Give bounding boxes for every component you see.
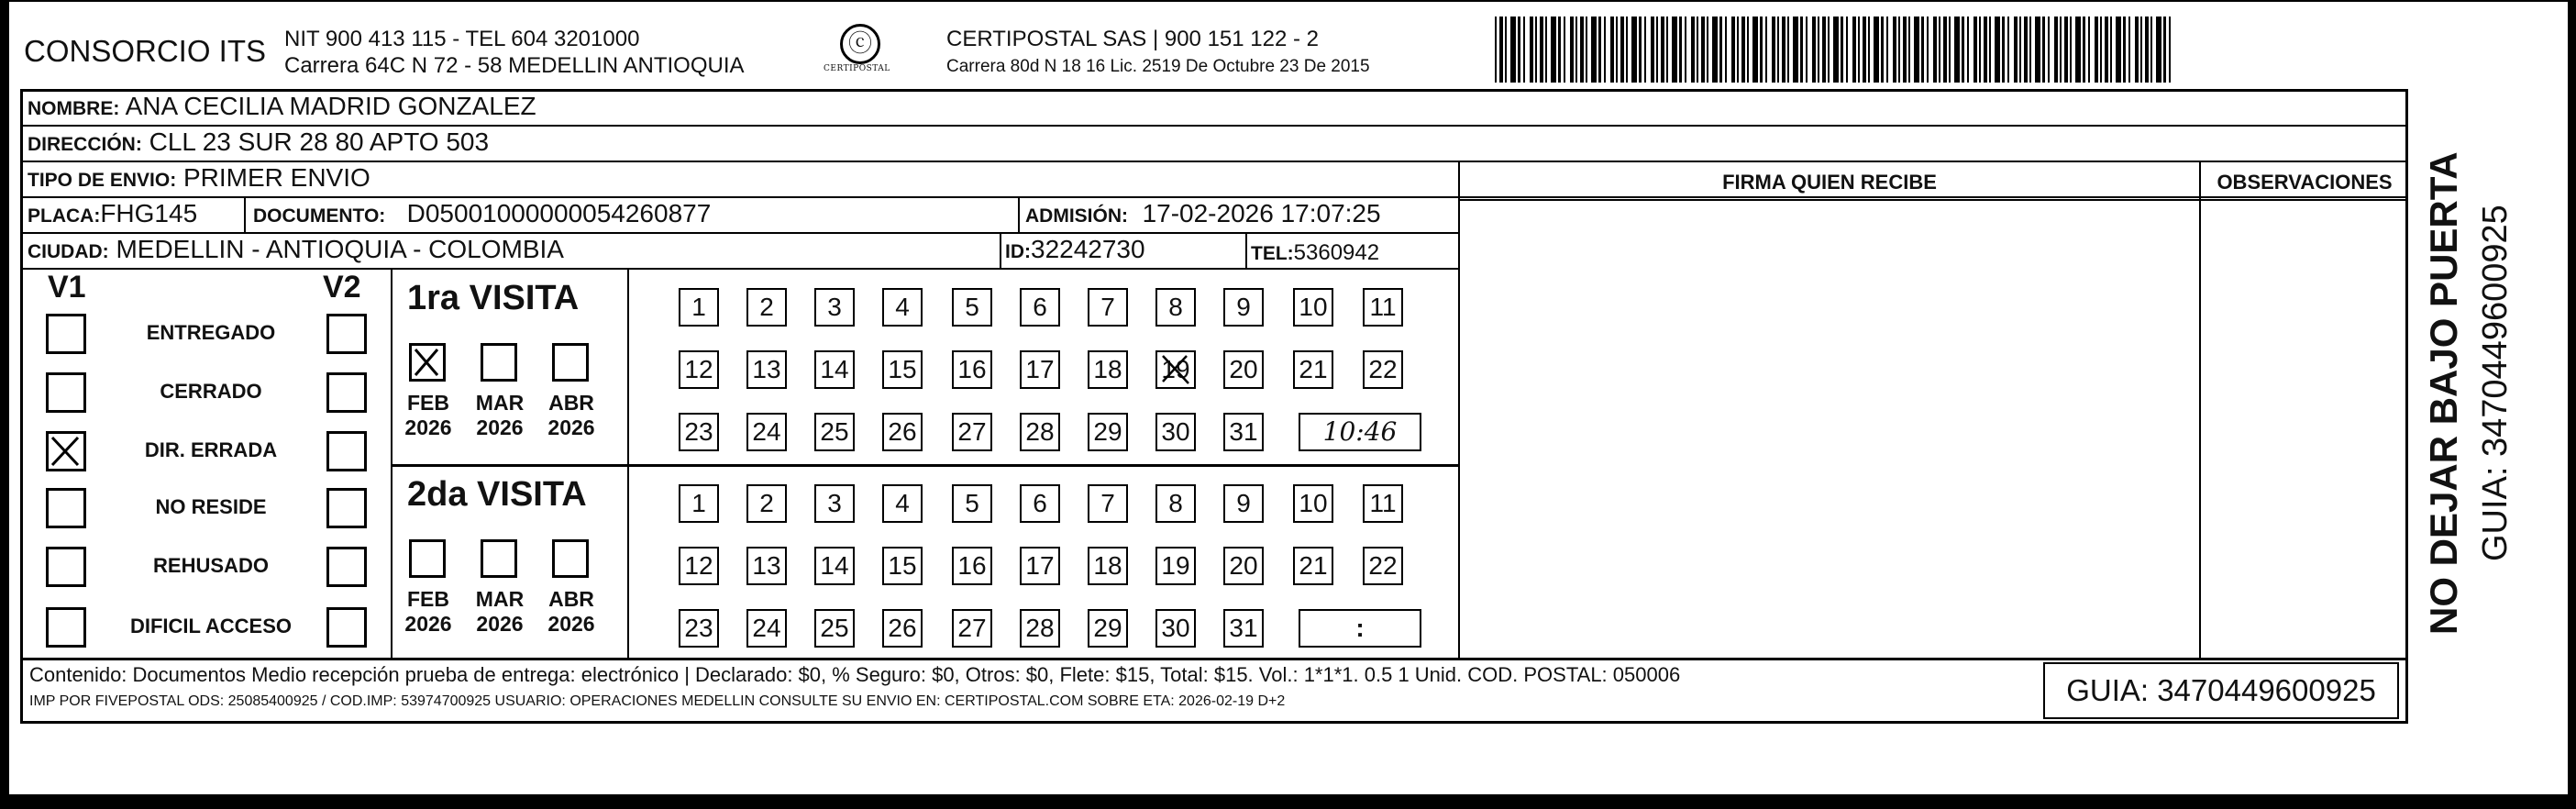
visit-title: 1ra VISITA xyxy=(407,279,580,317)
status-label: NO RESIDE xyxy=(155,495,267,518)
month-name: MAR xyxy=(475,587,525,611)
day-box[interactable]: 24 xyxy=(746,609,787,648)
day-box[interactable]: 28 xyxy=(1020,413,1060,451)
tipo-envio-value: PRIMER ENVIO xyxy=(182,163,370,192)
day-box[interactable]: 26 xyxy=(882,413,923,451)
placa-row xyxy=(28,199,197,228)
day-box[interactable]: 25 xyxy=(814,413,855,451)
barcode-icon xyxy=(1495,17,2175,83)
day-box[interactable]: 31 xyxy=(1223,413,1264,451)
tel-label: TEL: xyxy=(1251,243,1294,264)
day-box[interactable]: 19 xyxy=(1155,547,1196,585)
day-box[interactable]: 17 xyxy=(1020,350,1060,389)
day-box[interactable]: 15 xyxy=(882,547,923,585)
id-label: ID: xyxy=(1005,241,1031,262)
day-box[interactable]: 2 xyxy=(746,288,787,327)
v2-header: V2 xyxy=(323,270,361,305)
company-name: CONSORCIO ITS xyxy=(24,34,267,68)
ciudad-row xyxy=(28,235,564,264)
x-mark-icon xyxy=(49,434,83,469)
day-box[interactable]: 30 xyxy=(1155,413,1196,451)
obs-column-divider xyxy=(2199,161,2201,659)
month-name: FEB xyxy=(407,587,449,611)
admision-row xyxy=(1025,199,1381,228)
admision-label: ADMISIÓN: xyxy=(1025,205,1128,227)
company-nit: NIT 900 413 115 - TEL 604 3201000 xyxy=(284,27,640,51)
day-box[interactable]: 13 xyxy=(746,350,787,389)
guia-box: GUIA: 3470449600925 xyxy=(2043,662,2399,719)
admision-value: 17-02-2026 17:07:25 xyxy=(1142,199,1381,227)
row-divider xyxy=(20,196,2408,198)
firma-column-divider xyxy=(1458,161,1460,659)
certipostal-info xyxy=(946,26,1370,81)
month-label xyxy=(468,391,532,440)
day-box[interactable]: 10 xyxy=(1293,484,1333,523)
day-box[interactable]: 23 xyxy=(679,413,719,451)
day-box[interactable]: 27 xyxy=(952,609,992,648)
day-box[interactable]: 28 xyxy=(1020,609,1060,648)
day-box[interactable]: 4 xyxy=(882,288,923,327)
direccion-label: DIRECCIÓN: xyxy=(28,134,142,155)
status-label: ENTREGADO xyxy=(146,321,276,344)
id-divider xyxy=(1000,232,1001,269)
day-box[interactable]: 19 xyxy=(1155,350,1196,389)
direccion-value: CLL 23 SUR 28 80 APTO 503 xyxy=(149,127,490,156)
tipo-envio-label: TIPO DE ENVIO: xyxy=(28,170,177,191)
month-name: ABR xyxy=(548,587,594,611)
visit-row-divider xyxy=(391,464,1458,467)
firma-header: FIRMA QUIEN RECIBE xyxy=(1722,171,1937,194)
company-info xyxy=(284,26,745,79)
row-divider xyxy=(20,125,2408,127)
month-label xyxy=(539,587,603,637)
documento-row xyxy=(253,199,711,228)
footer-divider xyxy=(20,658,2408,660)
certipostal-address: Carrera 80d N 18 16 Lic. 2519 De Octubre 23 De 2015 xyxy=(946,57,1370,76)
v2-checkbox[interactable] xyxy=(326,431,367,471)
admision-divider xyxy=(1018,196,1020,233)
tel-row xyxy=(1251,237,1379,266)
month-checkbox[interactable] xyxy=(409,343,446,382)
row-divider xyxy=(20,268,1458,270)
day-box[interactable]: 9 xyxy=(1223,484,1264,523)
ciudad-value: MEDELLIN - ANTIOQUIA - COLOMBIA xyxy=(116,235,564,263)
day-box[interactable]: 31 xyxy=(1223,609,1264,648)
day-box[interactable]: 20 xyxy=(1223,350,1264,389)
month-checkbox[interactable] xyxy=(552,539,589,578)
side-guia: GUIA: 3470449600925 xyxy=(2476,205,2515,561)
day-box[interactable]: 10 xyxy=(1293,288,1333,327)
day-box[interactable]: 6 xyxy=(1020,288,1060,327)
day-box[interactable]: 18 xyxy=(1088,350,1128,389)
firma-header-divider xyxy=(1458,199,2408,201)
day-box[interactable]: 25 xyxy=(814,609,855,648)
page-bottom-border xyxy=(0,796,2576,809)
day-box[interactable]: 14 xyxy=(814,350,855,389)
day-box[interactable]: 21 xyxy=(1293,350,1333,389)
day-box[interactable]: 18 xyxy=(1088,547,1128,585)
visit-time[interactable]: 10:46 xyxy=(1299,413,1421,451)
documento-label: DOCUMENTO: xyxy=(253,205,386,227)
day-box[interactable]: 5 xyxy=(952,484,992,523)
day-box[interactable]: 8 xyxy=(1155,484,1196,523)
certipostal-nit: CERTIPOSTAL SAS | 900 151 122 - 2 xyxy=(946,27,1319,51)
status-label: DIR. ERRADA xyxy=(144,438,278,461)
certipostal-logo-icon: ⓒ xyxy=(840,24,880,64)
v2-checkbox[interactable] xyxy=(326,488,367,528)
v2-checkbox[interactable] xyxy=(326,314,367,354)
day-box[interactable]: 1 xyxy=(679,484,719,523)
month-year: 2026 xyxy=(476,416,524,439)
id-value: 32242730 xyxy=(1031,235,1145,263)
day-box[interactable]: 9 xyxy=(1223,288,1264,327)
day-box[interactable]: 5 xyxy=(952,288,992,327)
month-name: MAR xyxy=(475,391,525,415)
day-box[interactable]: 6 xyxy=(1020,484,1060,523)
day-box[interactable]: 8 xyxy=(1155,288,1196,327)
page-right-border xyxy=(2568,0,2576,809)
x-mark-icon xyxy=(1157,352,1194,387)
day-box[interactable]: 11 xyxy=(1363,484,1403,523)
nombre-label: NOMBRE: xyxy=(28,98,120,119)
month-year: 2026 xyxy=(547,416,595,439)
month-year: 2026 xyxy=(404,612,452,636)
v1-checkbox[interactable] xyxy=(46,431,86,471)
day-box[interactable]: 2 xyxy=(746,484,787,523)
id-row xyxy=(1005,235,1145,264)
row-divider xyxy=(20,232,1458,234)
observaciones-header: OBSERVACIONES xyxy=(2217,171,2393,194)
month-year: 2026 xyxy=(404,416,452,439)
day-box[interactable]: 30 xyxy=(1155,609,1196,648)
v1-checkbox[interactable] xyxy=(46,607,86,648)
x-mark-icon xyxy=(412,346,443,379)
status-label: REHUSADO xyxy=(153,554,269,577)
day-box[interactable]: 15 xyxy=(882,350,923,389)
status-label: DIFICIL ACCESO xyxy=(129,615,292,637)
month-checkbox[interactable] xyxy=(409,539,446,578)
month-label xyxy=(396,587,460,637)
status-divider xyxy=(391,268,392,659)
day-box[interactable]: 3 xyxy=(814,484,855,523)
v1-header: V1 xyxy=(48,270,86,305)
status-label: CERRADO xyxy=(160,380,262,403)
month-name: ABR xyxy=(548,391,594,415)
day-box[interactable]: 17 xyxy=(1020,547,1060,585)
company-address: Carrera 64C N 72 - 58 MEDELLIN ANTIOQUIA xyxy=(284,53,745,78)
ciudad-label: CIUDAD: xyxy=(28,241,109,262)
visit-divider xyxy=(627,268,629,659)
day-box[interactable]: 16 xyxy=(952,547,992,585)
month-year: 2026 xyxy=(547,612,595,636)
day-box[interactable]: 7 xyxy=(1088,484,1128,523)
month-label xyxy=(539,391,603,440)
day-box[interactable]: 22 xyxy=(1363,350,1403,389)
v1-checkbox[interactable] xyxy=(46,314,86,354)
placa-divider xyxy=(244,196,246,233)
tel-divider xyxy=(1245,232,1247,269)
no-dejar-bajo-puerta: NO DEJAR BAJO PUERTA xyxy=(2422,151,2465,635)
month-year: 2026 xyxy=(476,612,524,636)
day-box[interactable]: 11 xyxy=(1363,288,1403,327)
day-box[interactable]: 7 xyxy=(1088,288,1128,327)
tipo-envio-row xyxy=(28,163,370,193)
day-box[interactable]: 24 xyxy=(746,413,787,451)
tel-value: 5360942 xyxy=(1293,240,1380,265)
v1-checkbox[interactable] xyxy=(46,547,86,587)
footer-impresion: IMP POR FIVEPOSTAL ODS: 25085400925 / COD.IMP: 53974700925 USUARIO: OPERACIONES MEDELLIN CONSULTE SU ENVIO EN: CERTIPOSTAL.COM SOBRE ETA: 2026-02-19 D+2 xyxy=(29,693,1286,709)
placa-value: FHG145 xyxy=(100,199,198,227)
day-box[interactable]: 12 xyxy=(679,547,719,585)
day-box[interactable]: 20 xyxy=(1223,547,1264,585)
month-name: FEB xyxy=(407,391,449,415)
month-checkbox[interactable] xyxy=(481,539,517,578)
day-box[interactable]: 29 xyxy=(1088,609,1128,648)
month-checkbox[interactable] xyxy=(481,343,517,382)
v2-checkbox[interactable] xyxy=(326,607,367,648)
direccion-row xyxy=(28,127,489,157)
day-box[interactable]: 4 xyxy=(882,484,923,523)
day-box[interactable]: 14 xyxy=(814,547,855,585)
v1-checkbox[interactable] xyxy=(46,372,86,413)
day-box[interactable]: 1 xyxy=(679,288,719,327)
visit-title: 2da VISITA xyxy=(407,475,587,514)
day-box[interactable]: 21 xyxy=(1293,547,1333,585)
day-box[interactable]: 16 xyxy=(952,350,992,389)
certipostal-logo-text: CERTIPOSTAL xyxy=(824,64,890,73)
v2-checkbox[interactable] xyxy=(326,547,367,587)
month-label xyxy=(468,587,532,637)
day-box[interactable]: 13 xyxy=(746,547,787,585)
v1-checkbox[interactable] xyxy=(46,488,86,528)
day-box[interactable]: 29 xyxy=(1088,413,1128,451)
day-box[interactable]: 26 xyxy=(882,609,923,648)
placa-label: PLACA: xyxy=(28,205,101,227)
day-box[interactable]: 12 xyxy=(679,350,719,389)
v2-checkbox[interactable] xyxy=(326,372,367,413)
footer-contenido: Contenido: Documentos Medio recepción prueba de entrega: electrónico | Declarado: $0, % Seguro: $0, Otros: $0, Flete: $15, Total: $15. Vol.: 1*1*1. 0.5 1 Unid. COD. POSTAL: 050006 xyxy=(29,663,1681,686)
month-label xyxy=(396,391,460,440)
row-divider xyxy=(20,161,2408,162)
visit-time[interactable]: : xyxy=(1299,609,1421,648)
day-box[interactable]: 23 xyxy=(679,609,719,648)
documento-value: D05001000000054260877 xyxy=(406,199,712,227)
day-box[interactable]: 27 xyxy=(952,413,992,451)
day-box[interactable]: 22 xyxy=(1363,547,1403,585)
month-checkbox[interactable] xyxy=(552,343,589,382)
day-box[interactable]: 3 xyxy=(814,288,855,327)
nombre-row xyxy=(28,92,536,121)
nombre-value: ANA CECILIA MADRID GONZALEZ xyxy=(125,92,536,120)
